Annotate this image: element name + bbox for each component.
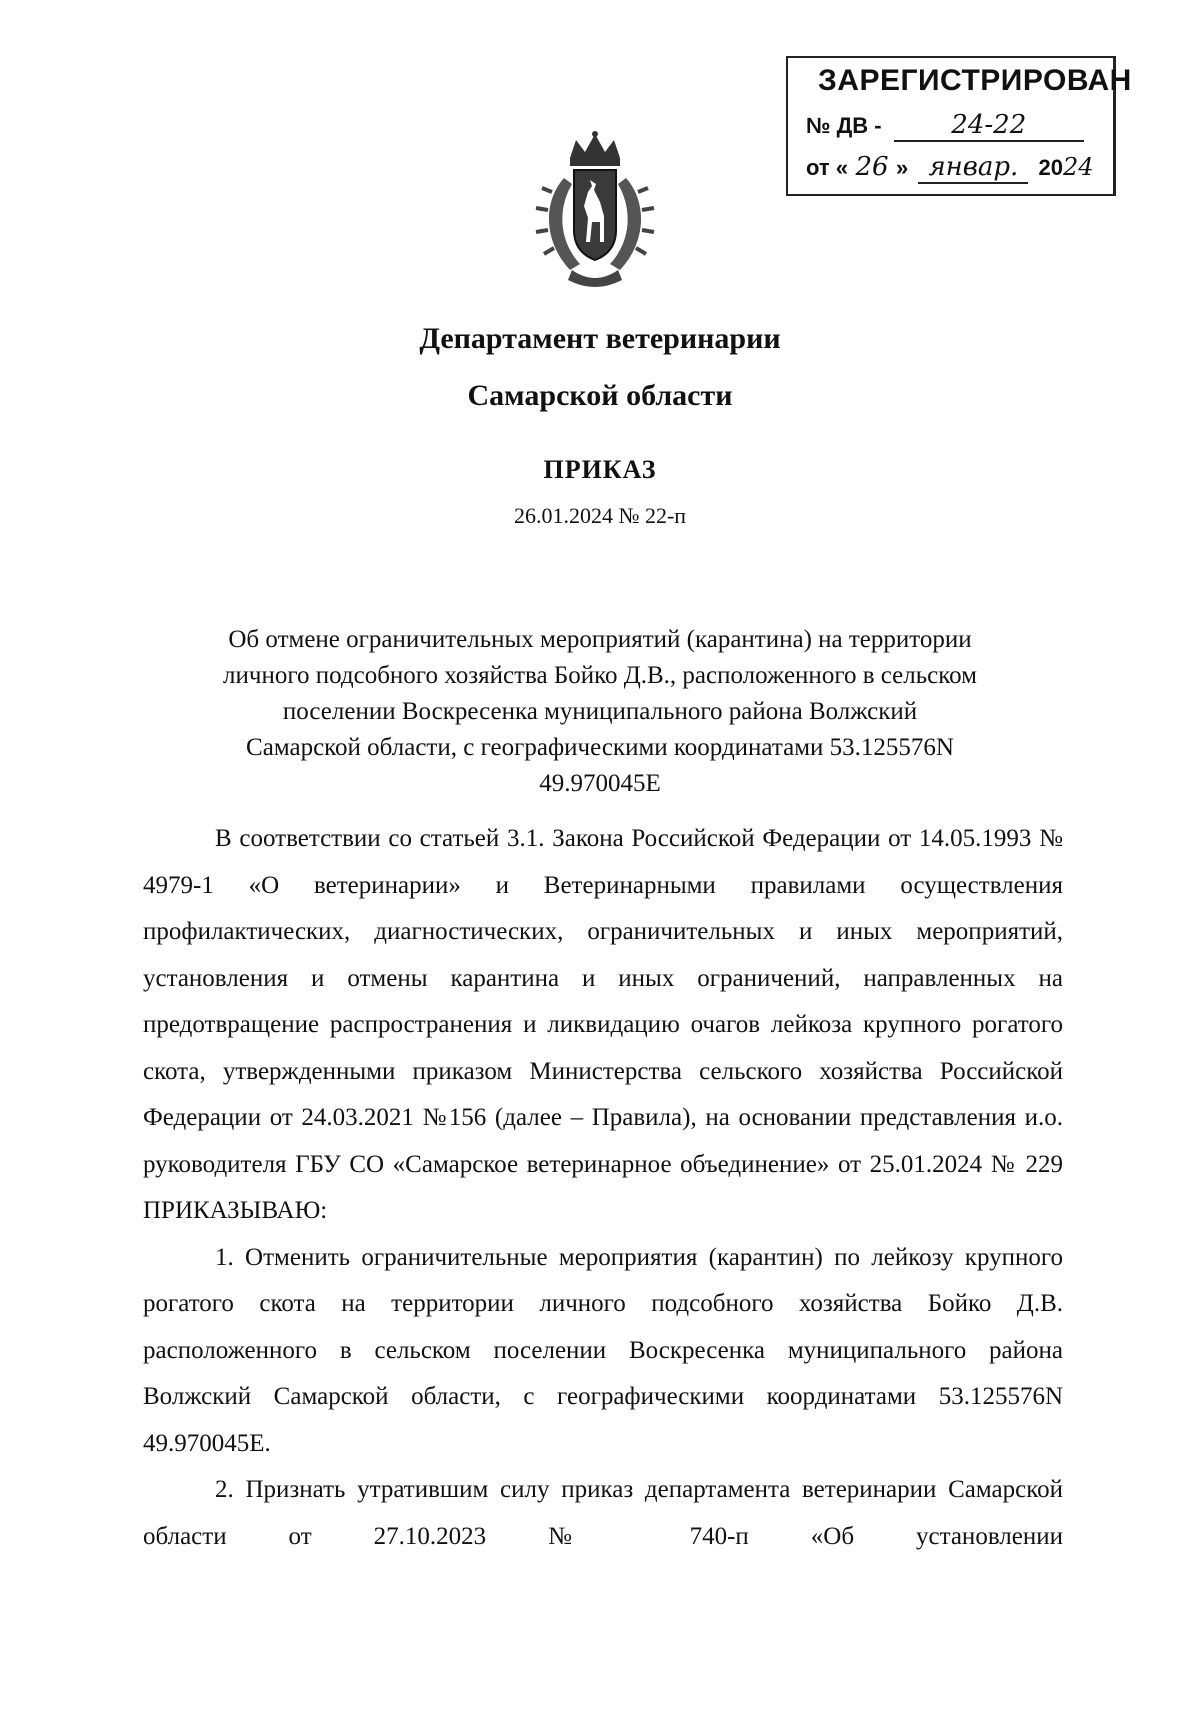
stamp-date-year-hand: 24: [1063, 153, 1094, 181]
stamp-date-month: январ.: [918, 152, 1028, 184]
stamp-date-year-printed: 20: [1038, 155, 1063, 180]
order-title: ПРИКАЗ: [543, 455, 657, 484]
stamp-date-mid: »: [896, 155, 909, 180]
subject-line-4: Самарской области, с географическими координатами 53.125576N: [246, 734, 954, 761]
subject-line-3: поселении Воскресенка муниципального района Волжский: [282, 698, 918, 725]
subject-line-5: 49.970045E: [539, 770, 661, 797]
stamp-date-prefix: от «: [806, 155, 849, 180]
order-body: [143, 816, 1063, 1560]
stamp-number-value: 24-22: [894, 110, 1084, 142]
registration-stamp: [786, 56, 1132, 196]
stamp-number-label: № ДВ -: [806, 113, 882, 138]
stamp-date-row: [806, 152, 1094, 184]
preamble-paragraph: В соответствии со статьей 3.1. Закона Российской Федерации от 14.05.1993 № 4979-1 «О ветеринарии» и Ветеринарными правилами осуществления профилактических, диагностических, ограничительных и иных мероприятий, установления и отмены карантина и иных ограничений, направленных на предотвращение распространения и ликвидацию очагов лейкоза крупного рогатого скота, утвержденными приказом Министерства сельского хозяйства Российской Федерации от 24.03.2021 №156 (далее – Правила), на основании представления и.о. руководителя ГБУ СО «Самарское ветеринарное объединение» от 25.01.2024 № 229 ПРИКАЗЫВАЮ:: [143, 825, 1063, 1224]
stamp-number-row: [806, 110, 1084, 142]
subject-line-2: личного подсобного хозяйства Бойко Д.В., расположенного в сельском: [223, 662, 977, 689]
department-line-1: Департамент ветеринарии: [419, 322, 781, 355]
order-number: 26.01.2024 № 22-п: [513, 503, 687, 528]
stamp-date-day: 26: [855, 152, 889, 182]
stamp-title: ЗАРЕГИСТРИРОВАН: [818, 64, 1132, 97]
coat-of-arms-samara-icon: [530, 130, 660, 290]
department-name: [0, 310, 1200, 424]
subject-line-1: Об отмене ограничительных мероприятий (карантина) на территории: [228, 626, 972, 653]
item-2-paragraph: 2. Признать утратившим силу приказ департамента ветеринарии Самарской области от 27.10.2023 № 740-п «Об установлении: [143, 1476, 1063, 1550]
item-1-paragraph: 1. Отменить ограничительные мероприятия (карантин) по лейкозу крупного рогатого скота на территории личного подсобного хозяйства Бойко Д.В. расположенного в сельском поселении Воскресенка муниципального района Волжский Самарской области, с географическими координатами 53.125576N 49.970045E.: [143, 1243, 1063, 1457]
department-line-2: Самарской области: [467, 379, 733, 412]
order-subject: [150, 622, 1050, 802]
